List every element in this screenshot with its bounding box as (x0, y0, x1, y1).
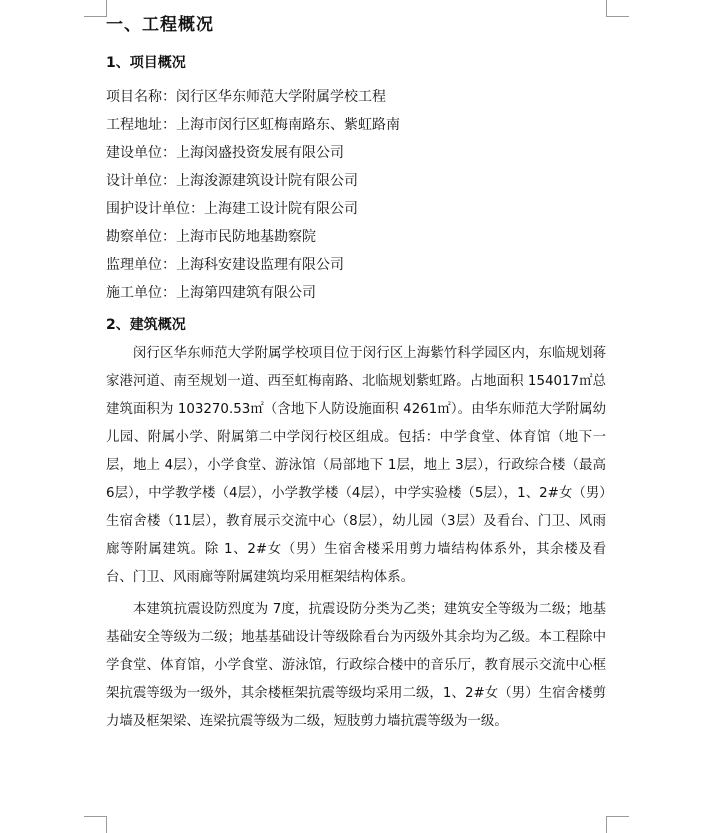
field-value: 闵行区华东师范大学附属学校工程 (176, 89, 386, 105)
project-address-row (106, 114, 400, 134)
building-overview-paragraph: 闵行区华东师范大学附属学校项目位于闵行区上海紫竹科学园区内，东临规划蒋家港河道、南至规划一道、西至虹梅南路、北临规划紫虹路。占地面积 154017㎡总建筑面积为 103270.53㎡（含地下人防设施面积 4261㎡）。由华东师范大学附属幼儿园、附属小学、附属第二中学闵行校区组成。包括：中学食堂、体育馆（地下一层，地上 4层），小学食堂、游泳馆（局部地下 1层，地上 3层），行政综合楼（最高 6层），中学教学楼（4层），小学教学楼（4层），中学实验楼（5层），1、2#女（男）生宿舍楼（11层），教育展示交流中心（8层），幼儿园（3层）及看台、门卫、风雨廊等附属建筑。除 1、2#女（男）生宿舍楼采用剪力墙结构体系外，其余楼及看台、门卫、风雨廊等附属建筑均采用框架结构体系。 (106, 346, 606, 585)
retaining-design-unit-row (106, 198, 358, 218)
field-value: 上海第四建筑有限公司 (176, 285, 316, 301)
survey-unit-row (106, 226, 316, 246)
supervision-unit-row (106, 254, 344, 274)
project-name-row (106, 86, 386, 106)
owner-unit-row (106, 142, 344, 162)
field-value: 上海闵盛投资发展有限公司 (176, 145, 344, 161)
seismic-paragraph: 本建筑抗震设防烈度为 7度，抗震设防分类为乙类；建筑安全等级为二级；地基基础安全等级为二级；地基基础设计等级除看台为丙级外其余均为乙级。本工程除中学食堂、体育馆，小学食堂、游泳馆，行政综合楼中的音乐厅，教育展示交流中心框架抗震等级为一级外，其余楼框架抗震等级均采用二级，1、2#女（男）生宿舍楼剪力墙及框架梁、连梁抗震等级为二级，短肢剪力墙抗震等级为一级。 (106, 602, 606, 729)
field-label: 项目名称： (106, 89, 176, 105)
construction-unit-row (106, 282, 316, 302)
field-label: 施工单位： (106, 285, 176, 301)
crop-mark-bottom-left (84, 816, 107, 833)
section-title: 一、工程概况 (106, 15, 214, 35)
subsection-title-building: 2、建筑概况 (106, 317, 186, 333)
field-label: 建设单位： (106, 145, 176, 161)
crop-mark-bottom-right (606, 816, 629, 833)
field-value: 上海浚源建筑设计院有限公司 (176, 173, 358, 189)
field-value: 上海建工设计院有限公司 (204, 201, 358, 217)
field-label: 勘察单位： (106, 229, 176, 245)
field-label: 监理单位： (106, 257, 176, 273)
field-label: 围护设计单位： (106, 201, 204, 217)
field-value: 上海市闵行区虹梅南路东、紫虹路南 (176, 117, 400, 133)
field-label: 设计单位： (106, 173, 176, 189)
field-value: 上海科安建设监理有限公司 (176, 257, 344, 273)
field-label: 工程地址： (106, 117, 176, 133)
subsection-title-project: 1、项目概况 (106, 55, 186, 71)
design-unit-row (106, 170, 358, 190)
crop-mark-top-left (84, 0, 107, 17)
field-value: 上海市民防地基勘察院 (176, 229, 316, 245)
crop-mark-top-right (606, 0, 629, 17)
